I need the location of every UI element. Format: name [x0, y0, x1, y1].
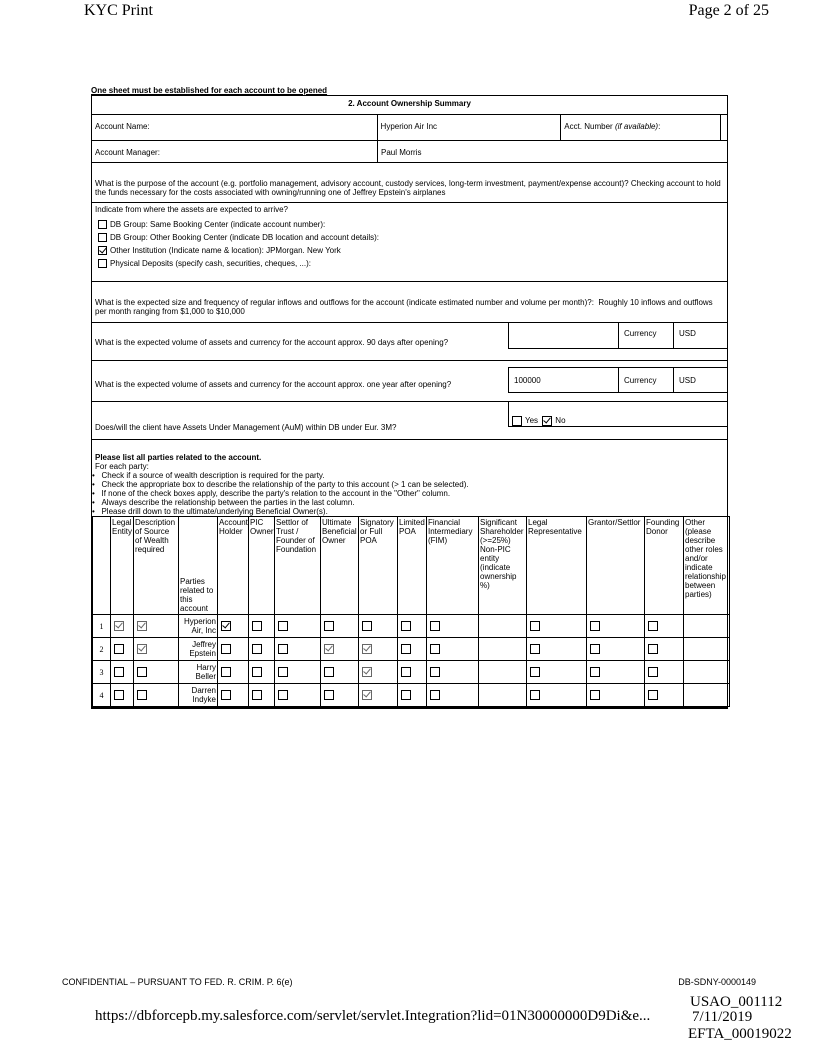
table-cell — [321, 661, 359, 684]
checkbox-icon[interactable] — [401, 690, 411, 700]
table-cell — [684, 638, 730, 661]
table-cell — [359, 684, 398, 707]
account-manager-label: Account Manager: — [95, 148, 160, 157]
column-header: Other (please describe other roles and/or indicate relationship between parties) — [684, 517, 730, 615]
table-cell — [249, 661, 275, 684]
checkbox-icon[interactable] — [252, 644, 262, 654]
checkbox-icon[interactable] — [114, 667, 124, 677]
table-cell — [527, 638, 587, 661]
table-cell — [645, 684, 684, 707]
table-cell — [645, 615, 684, 638]
volume-90-amount[interactable] — [508, 323, 618, 349]
party-name: Hyperion Air, Inc — [179, 615, 218, 638]
volume-90-currency[interactable]: USD — [673, 323, 727, 349]
purpose-row — [91, 163, 728, 203]
checkbox-icon[interactable] — [530, 690, 540, 700]
usao-number: USAO_001112 — [690, 994, 783, 1010]
table-cell — [111, 661, 134, 684]
checkbox-icon[interactable] — [252, 621, 262, 631]
volume-year-currency-label: Currency — [618, 367, 673, 393]
checkbox-icon[interactable] — [648, 667, 658, 677]
table-cell — [218, 615, 249, 638]
table-cell — [427, 638, 479, 661]
table-cell — [111, 615, 134, 638]
column-header: Parties related to this account — [179, 517, 218, 615]
account-name-row — [91, 115, 728, 141]
checkbox-icon[interactable] — [98, 220, 107, 229]
checkbox-icon[interactable] — [590, 621, 600, 631]
column-header: Account Holder — [218, 517, 249, 615]
checkbox-icon[interactable] — [252, 667, 262, 677]
section-title: 2. Account Ownership Summary — [91, 95, 728, 115]
table-cell — [527, 615, 587, 638]
table-cell — [249, 684, 275, 707]
table-cell — [527, 661, 587, 684]
account-manager-value: Paul Morris — [377, 141, 727, 162]
table-cell — [587, 661, 645, 684]
table-row — [93, 615, 730, 638]
account-number-label: Acct. Number (if available): — [560, 115, 720, 140]
table-cell — [134, 661, 179, 684]
page-number: Page 2 of 25 — [688, 2, 769, 19]
column-header: Description of Source of Wealth required — [134, 517, 179, 615]
checkbox-checked-icon[interactable] — [362, 644, 372, 654]
table-cell — [359, 638, 398, 661]
table-cell — [218, 684, 249, 707]
account-manager-row — [91, 141, 728, 163]
checkbox-checked-icon[interactable] — [362, 690, 372, 700]
volume-90-row — [91, 323, 728, 361]
table-cell — [587, 615, 645, 638]
parties-instructions — [92, 471, 727, 516]
table-cell — [218, 638, 249, 661]
table-cell — [427, 684, 479, 707]
checkbox-icon[interactable] — [221, 667, 231, 677]
checkbox-icon[interactable] — [401, 621, 411, 631]
table-cell — [479, 661, 527, 684]
account-number-value[interactable] — [720, 115, 727, 140]
aum-answer-group: Yes No — [508, 401, 727, 427]
table-cell — [275, 684, 321, 707]
parties-table — [92, 516, 730, 707]
bates-number: DB-SDNY-0000149 — [678, 977, 756, 987]
table-cell — [587, 684, 645, 707]
efta-number: EFTA_00019022 — [688, 1026, 792, 1042]
checkbox-icon[interactable] — [114, 644, 124, 654]
column-header: Founding Donor — [645, 517, 684, 615]
assets-origin-option[interactable]: Other Institution (Indicate name & location): JPMorgan. New York — [92, 244, 727, 257]
checkbox-icon[interactable] — [221, 644, 231, 654]
party-name: Jeffrey Epstein — [179, 638, 218, 661]
checkbox-icon[interactable] — [114, 690, 124, 700]
table-cell — [479, 638, 527, 661]
table-cell — [275, 638, 321, 661]
checkbox-icon[interactable] — [590, 690, 600, 700]
checkbox-checked-icon[interactable] — [137, 644, 147, 654]
aum-yes-checkbox[interactable] — [512, 416, 522, 426]
checkbox-icon[interactable] — [278, 621, 288, 631]
table-cell — [684, 661, 730, 684]
print-url: https://dbforcepb.my.salesforce.com/servlet/servlet.Integration?lid=01N30000000D9Di&e... — [95, 1008, 651, 1024]
table-cell — [249, 638, 275, 661]
flows-question: What is the expected size and frequency of regular inflows and outflows for the account (indicate estimated number and volume per month)?: — [95, 298, 594, 307]
column-header: PIC Owner — [249, 517, 275, 615]
column-header: Legal Entity — [111, 517, 134, 615]
table-row — [93, 638, 730, 661]
checkbox-icon[interactable] — [590, 644, 600, 654]
table-cell — [275, 661, 321, 684]
party-name: Harry Beller — [179, 661, 218, 684]
table-cell — [134, 638, 179, 661]
table-cell — [359, 615, 398, 638]
table-cell — [479, 615, 527, 638]
purpose-answer: Checking account to hold the funds necessary for the costs associated with owning/running one of Jeffrey Epstein's airplanes — [95, 179, 721, 197]
table-cell — [645, 638, 684, 661]
table-cell — [321, 684, 359, 707]
table-cell — [321, 638, 359, 661]
column-header: Legal Representative — [527, 517, 587, 615]
table-cell — [684, 684, 730, 707]
row-number: 2 — [93, 638, 111, 661]
volume-90-currency-label: Currency — [618, 323, 673, 349]
assets-origin-option[interactable]: DB Group: Same Booking Center (indicate account number): — [92, 218, 727, 231]
parties-section — [91, 440, 728, 709]
checkbox-icon[interactable] — [648, 690, 658, 700]
checkbox-checked-icon[interactable] — [114, 621, 124, 631]
table-cell — [134, 684, 179, 707]
aum-row — [91, 402, 728, 440]
table-cell — [111, 638, 134, 661]
account-name-label: Account Name: — [95, 122, 150, 131]
volume-year-amount[interactable]: 100000 — [508, 367, 618, 393]
table-cell — [321, 615, 359, 638]
aum-question: Does/will the client have Assets Under Management (AuM) within DB under Eur. 3M? — [95, 423, 397, 432]
checkbox-icon[interactable] — [530, 667, 540, 677]
checkbox-icon[interactable] — [324, 690, 334, 700]
table-cell — [427, 661, 479, 684]
column-header: Limited POA — [398, 517, 427, 615]
checkbox-icon[interactable] — [362, 621, 372, 631]
purpose-question: What is the purpose of the account (e.g. portfolio management, advisory account, custody services, long-term investment, payment/expense account)? — [95, 179, 629, 188]
instruction-bullet: • Check if a source of wealth description is required for the party. — [92, 471, 325, 480]
sheet-note: One sheet must be established for each account to be opened — [91, 86, 328, 95]
checkbox-checked-icon[interactable] — [221, 621, 231, 631]
print-date: 7/11/2019 — [692, 1009, 753, 1025]
checkbox-icon[interactable] — [278, 690, 288, 700]
checkbox-icon[interactable] — [324, 621, 334, 631]
table-cell — [398, 638, 427, 661]
table-cell — [398, 661, 427, 684]
table-cell — [398, 615, 427, 638]
checkbox-checked-icon[interactable] — [98, 246, 107, 255]
checkbox-icon[interactable] — [430, 667, 440, 677]
checkbox-icon[interactable] — [324, 667, 334, 677]
table-cell — [479, 684, 527, 707]
print-header-title: KYC Print — [84, 2, 153, 19]
table-cell — [249, 615, 275, 638]
instruction-bullet: • Please drill down to the ultimate/underlying Beneficial Owner(s). — [92, 507, 328, 516]
checkbox-icon[interactable] — [430, 690, 440, 700]
checkbox-icon[interactable] — [430, 644, 440, 654]
column-header: Ultimate Beneficial Owner — [321, 517, 359, 615]
checkbox-icon[interactable] — [278, 667, 288, 677]
table-cell — [275, 615, 321, 638]
table-row — [93, 684, 730, 707]
table-header-row — [93, 517, 730, 615]
checkbox-icon[interactable] — [590, 667, 600, 677]
table-cell — [398, 684, 427, 707]
column-header: Settlor of Trust / Founder of Foundation — [275, 517, 321, 615]
column-header: Grantor/Settlor — [587, 517, 645, 615]
checkbox-icon[interactable] — [98, 259, 107, 268]
column-header: Significant Shareholder (>=25%) Non-PIC entity (indicate ownership %) — [479, 517, 527, 615]
checkbox-checked-icon[interactable] — [137, 621, 147, 631]
row-number: 3 — [93, 661, 111, 684]
checkbox-icon[interactable] — [221, 690, 231, 700]
table-cell — [218, 661, 249, 684]
aum-no-checkbox[interactable] — [542, 416, 552, 426]
checkbox-icon[interactable] — [252, 690, 262, 700]
assets-origin-option[interactable]: DB Group: Other Booking Center (indicate DB location and account details): — [92, 231, 727, 244]
account-ownership-form — [91, 95, 728, 709]
flows-row — [91, 282, 728, 323]
account-name-value: Hyperion Air Inc — [377, 115, 561, 140]
instruction-bullet: • Always describe the relationship between the parties in the last column. — [92, 498, 355, 507]
checkbox-icon[interactable] — [648, 621, 658, 631]
checkbox-icon[interactable] — [98, 233, 107, 242]
assets-origin-label: Indicate from where the assets are expected to arrive? — [95, 205, 288, 214]
table-cell — [587, 638, 645, 661]
row-number: 4 — [93, 684, 111, 707]
instruction-bullet: • Check the appropriate box to describe the relationship of the party to this account (> 1 can be selected). — [92, 480, 469, 489]
checkbox-icon[interactable] — [137, 690, 147, 700]
checkbox-checked-icon[interactable] — [324, 644, 334, 654]
column-header — [93, 517, 111, 615]
row-number: 1 — [93, 615, 111, 638]
volume-year-row — [91, 361, 728, 402]
table-cell — [527, 684, 587, 707]
table-cell — [134, 615, 179, 638]
checkbox-icon[interactable] — [401, 644, 411, 654]
column-header: Financial Intermediary (FIM) — [427, 517, 479, 615]
table-cell — [684, 615, 730, 638]
parties-title: Please list all parties related to the account. — [95, 453, 262, 462]
checkbox-icon[interactable] — [278, 644, 288, 654]
checkbox-checked-icon[interactable] — [362, 667, 372, 677]
checkbox-icon[interactable] — [530, 621, 540, 631]
assets-origin-section — [91, 203, 728, 282]
checkbox-icon[interactable] — [430, 621, 440, 631]
table-row — [93, 661, 730, 684]
checkbox-icon[interactable] — [401, 667, 411, 677]
checkbox-icon[interactable] — [530, 644, 540, 654]
checkbox-icon[interactable] — [648, 644, 658, 654]
confidentiality-notice: CONFIDENTIAL – PURSUANT TO FED. R. CRIM. P. 6(e) — [62, 977, 293, 987]
table-cell — [427, 615, 479, 638]
table-cell — [111, 684, 134, 707]
instruction-bullet: • If none of the check boxes apply, describe the party's relation to the account in the "Other" column. — [92, 489, 451, 498]
volume-year-currency[interactable]: USD — [673, 367, 727, 393]
volume-90-question: What is the expected volume of assets and currency for the account approx. 90 days after opening? — [95, 338, 449, 347]
table-cell — [645, 661, 684, 684]
parties-intro: For each party: — [95, 462, 149, 471]
party-name: Darren Indyke — [179, 684, 218, 707]
volume-year-question: What is the expected volume of assets and currency for the account approx. one year after opening? — [95, 380, 452, 389]
column-header: Signatory or Full POA — [359, 517, 398, 615]
assets-origin-option[interactable]: Physical Deposits (specify cash, securities, cheques, ...): — [92, 257, 727, 270]
table-cell — [359, 661, 398, 684]
flows-answer: Roughly 10 inflows and outflows per month ranging from $1,000 to $10,000 — [95, 298, 713, 316]
checkbox-icon[interactable] — [137, 667, 147, 677]
